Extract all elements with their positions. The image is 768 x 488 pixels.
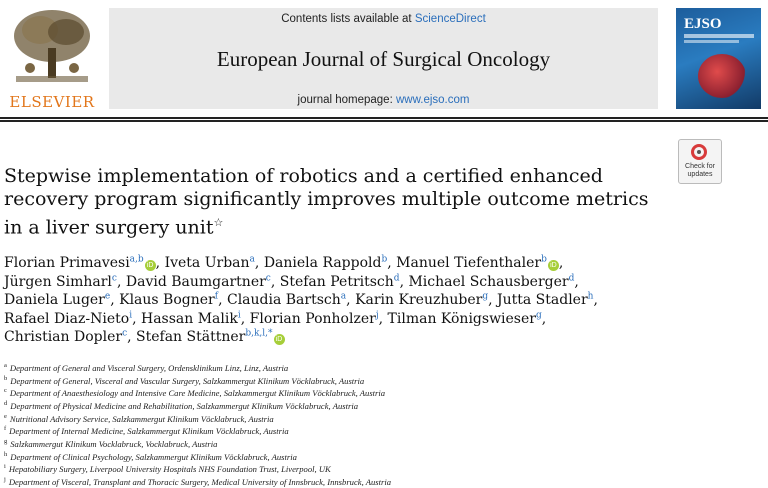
affiliation-key: j — [4, 475, 6, 483]
author-affiliation-mark[interactable]: c — [265, 272, 271, 283]
affiliation — [4, 424, 704, 437]
homepage-line — [109, 94, 658, 106]
affiliation-list — [4, 361, 704, 488]
author-name[interactable]: Stefan Petritsch — [279, 273, 394, 290]
author-affiliation-mark[interactable]: b,k,l,* — [245, 328, 273, 339]
author-separator: , — [116, 273, 126, 290]
cover-decoration — [684, 40, 739, 43]
author-separator: , — [218, 292, 227, 308]
author-separator: , — [132, 310, 141, 327]
author-affiliation-mark[interactable]: g — [535, 309, 542, 320]
affiliation-text: Salzkammergut Klinikum Vocklabruck, Vocklabruck, Austria — [10, 438, 218, 449]
affiliation-key: c — [4, 387, 7, 395]
cover-image — [698, 54, 746, 98]
journal-cover[interactable] — [676, 8, 761, 109]
author — [136, 329, 285, 345]
author — [4, 292, 119, 308]
author — [264, 255, 396, 271]
cover-decoration — [684, 34, 754, 38]
author — [227, 292, 355, 308]
affiliation — [4, 450, 704, 463]
elsevier-logo[interactable] — [4, 8, 96, 110]
author-affiliation-mark[interactable]: j — [375, 309, 379, 320]
author — [280, 274, 409, 290]
author-name[interactable]: Jürgen Simharl — [4, 273, 112, 290]
author-name[interactable]: Claudia Bartsch — [226, 292, 341, 308]
author-line — [4, 273, 664, 292]
author-affiliation-mark[interactable]: i — [129, 309, 133, 320]
author-separator: , — [378, 310, 388, 327]
author-affiliation-mark[interactable]: h — [587, 291, 594, 302]
author-affiliation-mark[interactable]: b — [381, 254, 388, 265]
author-affiliation-mark[interactable]: f — [214, 291, 219, 302]
homepage-link[interactable]: www.ejso.com — [395, 94, 470, 106]
author — [141, 311, 250, 327]
affiliation-text: Department of General, Visceral and Vascular Surgery, Salzkammergut Klinikum Vöcklabruck, Austria — [10, 375, 365, 386]
author-name[interactable]: Michael Schausberger — [408, 273, 569, 290]
article-title-text: Stepwise implementation of robotics and a certified enhanced recovery program significantly improves multiple outcome metrics in a liver surgery unit — [4, 165, 649, 239]
author-name[interactable]: Karin Kreuzhuber — [355, 292, 483, 308]
author-line — [4, 291, 664, 310]
affiliation-text: Department of Clinical Psychology, Salzkammergut Klinikum Vöcklabruck, Austria — [10, 451, 297, 462]
affiliation-text: Department of Internal Medicine, Salzkammergut Klinikum Vöcklabruck, Austria — [9, 426, 289, 437]
author-name[interactable]: Jutta Stadler — [496, 292, 588, 308]
author-separator: , — [593, 292, 598, 308]
journal-title[interactable]: European Journal of Surgical Oncology — [216, 47, 551, 71]
author-affiliation-mark[interactable]: b — [541, 254, 547, 265]
affiliation — [4, 386, 704, 399]
author-name[interactable]: Daniela Rappold — [263, 255, 382, 271]
author-separator: , — [488, 292, 497, 308]
author-separator: , — [387, 255, 397, 271]
author-separator: , — [270, 273, 280, 290]
author-name[interactable]: Hassan Malik — [140, 310, 238, 327]
contents-prefix: Contents lists available at — [281, 13, 415, 25]
check-updates-label: Check for updates — [685, 163, 715, 178]
header-divider — [0, 117, 768, 119]
author-name[interactable]: Klaus Bogner — [119, 292, 215, 308]
author — [4, 329, 136, 345]
author-separator: , — [240, 310, 250, 327]
affiliation-text: Nutritional Advisory Service, Salzkammergut Klinikum Vöcklabruck, Austria — [9, 413, 274, 424]
title-footnote-mark[interactable]: ☆ — [213, 216, 224, 229]
author-separator: , — [127, 329, 137, 345]
author — [4, 311, 141, 327]
affiliation — [4, 437, 704, 450]
author — [396, 255, 563, 271]
author-name[interactable]: David Baumgartner — [125, 273, 266, 290]
author-separator: , — [155, 255, 165, 271]
author — [126, 274, 280, 290]
author-affiliation-mark[interactable]: a — [340, 291, 347, 302]
affiliation-key: b — [4, 374, 8, 382]
author-affiliation-mark[interactable]: e — [104, 291, 111, 302]
author-line — [4, 328, 664, 347]
affiliation-text: Department of General and Visceral Surgery, Ordensklinikum Linz, Linz, Austria — [9, 362, 289, 373]
author-separator: , — [541, 310, 547, 327]
affiliation — [4, 412, 704, 425]
author-separator: , — [346, 292, 356, 308]
elsevier-tree-icon — [10, 8, 94, 88]
author-list — [4, 254, 664, 347]
author-affiliation-mark[interactable]: c — [122, 328, 128, 339]
affiliation — [4, 462, 704, 475]
author-name[interactable]: Iveta Urban — [164, 255, 250, 271]
author — [165, 255, 264, 271]
author-name[interactable]: Stefan Stättner — [136, 329, 246, 345]
author-separator: , — [399, 273, 409, 290]
author-affiliation-mark[interactable]: d — [568, 272, 575, 283]
affiliation — [4, 399, 704, 412]
affiliation-key: h — [4, 450, 8, 458]
author — [388, 311, 547, 327]
cover-title: EJSO — [684, 16, 722, 32]
check-updates-icon — [691, 144, 707, 160]
contents-line — [109, 13, 658, 25]
author-name[interactable]: Daniela Luger — [4, 292, 105, 308]
author — [355, 292, 497, 308]
author-affiliation-mark[interactable]: a — [249, 254, 255, 265]
author-name[interactable]: Christian Dopler — [4, 329, 123, 345]
affiliation-text: Hepatobiliary Surgery, Liverpool University Hospitals NHS Foundation Trust, Liverpool, UK — [8, 464, 331, 475]
author — [119, 292, 227, 308]
affiliation — [4, 374, 704, 387]
orcid-icon[interactable]: iD — [274, 334, 285, 345]
author — [250, 311, 388, 327]
header-divider — [0, 120, 768, 122]
check-for-updates-button[interactable] — [678, 139, 722, 184]
author-separator: , — [110, 292, 120, 308]
author-name[interactable]: Florian Ponholzer — [249, 310, 376, 327]
affiliation-text: Department of Anaesthesiology and Intensive Care Medicine, Salzkammergut Klinikum Vöcklabruck, Austria — [9, 388, 386, 399]
affiliation-key: d — [4, 399, 8, 407]
author-affiliation-mark[interactable]: c — [111, 272, 117, 283]
author-name[interactable]: Manuel Tiefenthaler — [396, 255, 542, 271]
author-affiliation-mark[interactable]: d — [393, 272, 400, 283]
affiliation-key: f — [4, 425, 7, 433]
article-title — [4, 165, 664, 239]
author-affiliation-mark[interactable]: a,b — [129, 254, 144, 265]
journal-banner — [109, 8, 658, 109]
orcid-icon[interactable]: iD — [145, 260, 156, 271]
affiliation-key: e — [4, 412, 7, 420]
affiliation-key: i — [4, 463, 6, 471]
author-separator: , — [574, 273, 579, 290]
journal-header — [0, 0, 768, 122]
affiliation-text: Department of Physical Medicine and Rehabilitation, Salzkammergut Klinikum Vöcklabruck, Austria — [10, 400, 358, 411]
author-line — [4, 254, 664, 273]
author-separator: , — [558, 255, 564, 271]
author-name[interactable]: Rafael Diaz-Nieto — [4, 310, 130, 327]
affiliation-text: Department of Visceral, Transplant and Thoracic Surgery, Medical University of Innsbruck, Innsbruck, Austria — [8, 476, 392, 487]
homepage-prefix: journal homepage: — [297, 94, 396, 106]
author-affiliation-mark[interactable]: i — [237, 309, 241, 320]
author-line — [4, 310, 664, 329]
author — [4, 274, 126, 290]
author — [4, 255, 165, 271]
orcid-icon[interactable]: iD — [548, 260, 559, 271]
affiliation-key: g — [4, 437, 8, 445]
author — [408, 274, 578, 290]
author-name[interactable]: Florian Primavesi — [4, 255, 130, 271]
author-affiliation-mark[interactable]: g — [482, 291, 489, 302]
sciencedirect-link[interactable]: ScienceDirect — [414, 13, 486, 25]
author-separator: , — [254, 255, 264, 271]
author-name[interactable]: Tilman Königswieser — [387, 310, 536, 327]
affiliation — [4, 361, 704, 374]
publisher-name: ELSEVIER — [9, 93, 95, 111]
affiliation-key: a — [4, 362, 7, 369]
author — [497, 292, 598, 308]
